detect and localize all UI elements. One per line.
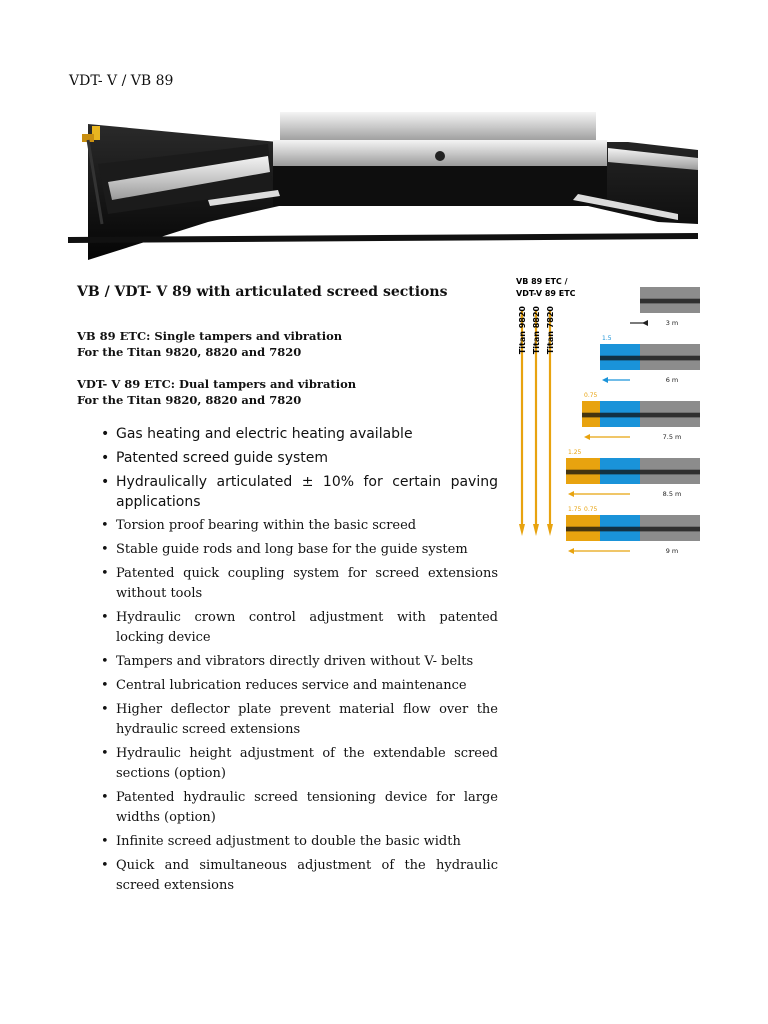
machine-label: Titan 8820 (532, 306, 541, 355)
screed-section-stripe (566, 470, 600, 475)
screed-section-stripe (600, 413, 640, 418)
extension-width-label: 1.75 (568, 506, 582, 513)
spec-vb89 (77, 328, 342, 360)
width-arrow-head (568, 491, 574, 497)
total-width-label: 6 m (665, 376, 679, 384)
spec-vdtv89-title: VDT- V 89 ETC: Dual tampers and vibration (77, 377, 357, 391)
width-arrow-head (568, 548, 574, 554)
feature-list (98, 424, 498, 900)
total-width-label: 7.5 m (662, 433, 682, 441)
feature-item: • Quick and simultaneous adjustment of the hydraulic screed extensions (98, 856, 498, 896)
document-header: VDT- V / VB 89 (69, 73, 174, 89)
spec-vb89-models: For the Titan 9820, 8820 and 7820 (77, 345, 302, 359)
feature-item: • Infinite screed adjustment to double the basic width (98, 832, 498, 852)
feature-item: • Hydraulically articulated ± 10% for certain paving applications (98, 472, 498, 512)
screed-section-stripe (640, 470, 700, 475)
spec-vb89-title: VB 89 ETC: Single tampers and vibration (77, 329, 343, 343)
feature-item: • Torsion proof bearing within the basic screed (98, 516, 498, 536)
screed-section-stripe (582, 413, 600, 418)
total-width-label: 8.5 m (662, 490, 682, 498)
total-width-label: 3 m (665, 319, 679, 327)
section-heading: VB / VDT- V 89 with articulated screed sections (77, 284, 448, 300)
machine-arrow-head (533, 524, 539, 536)
feature-item: • Hydraulic height adjustment of the extendable screed sections (option) (98, 744, 498, 784)
feature-item: • Tampers and vibrators directly driven without V- belts (98, 652, 498, 672)
spec-vdtv89-models: For the Titan 9820, 8820 and 7820 (77, 393, 302, 407)
machine-arrow-head (547, 524, 553, 536)
feature-item: • Patented quick coupling system for screed extensions without tools (98, 564, 498, 604)
width-arrow-head (602, 377, 608, 383)
extension-width-label: 0.75 (584, 506, 598, 513)
machine-arrow-head (519, 524, 525, 536)
machine-label: Titan 7820 (546, 306, 555, 355)
screed-section-stripe (600, 470, 640, 475)
screed-section-stripe (582, 527, 600, 532)
total-width-label: 9 m (665, 547, 679, 555)
screed-section-stripe (640, 356, 700, 361)
width-arrow-head (584, 434, 590, 440)
extension-width-label: 1.5 (602, 335, 612, 342)
screed-photo (68, 104, 698, 260)
machine-label: Titan 9820 (518, 306, 527, 355)
feature-item: • Hydraulic crown control adjustment with patented locking device (98, 608, 498, 648)
screed-section-stripe (640, 299, 700, 304)
width-arrow-head (642, 320, 648, 326)
extension-width-label: 0.75 (584, 392, 598, 399)
screed-width-diagram (508, 270, 700, 555)
spec-vdtv89 (77, 376, 356, 408)
extension-width-label: 1.25 (568, 449, 582, 456)
feature-item: • Stable guide rods and long base for the guide system (98, 540, 498, 560)
feature-item: • Higher deflector plate prevent material flow over the hydraulic screed extensions (98, 700, 498, 740)
feature-item: • Patented hydraulic screed tensioning device for large widths (option) (98, 788, 498, 828)
diagram-title-line2: VDT-V 89 ETC (516, 289, 576, 298)
feature-item: • Patented screed guide system (98, 448, 498, 468)
diagram-title-line1: VB 89 ETC / (516, 277, 568, 286)
screed-section-stripe (600, 356, 640, 361)
screed-section-stripe (640, 413, 700, 418)
screed-section-stripe (566, 527, 582, 532)
screed-section-stripe (640, 527, 700, 532)
screed-section-stripe (600, 527, 640, 532)
feature-item: • Gas heating and electric heating available (98, 424, 498, 444)
feature-item: • Central lubrication reduces service and maintenance (98, 676, 498, 696)
